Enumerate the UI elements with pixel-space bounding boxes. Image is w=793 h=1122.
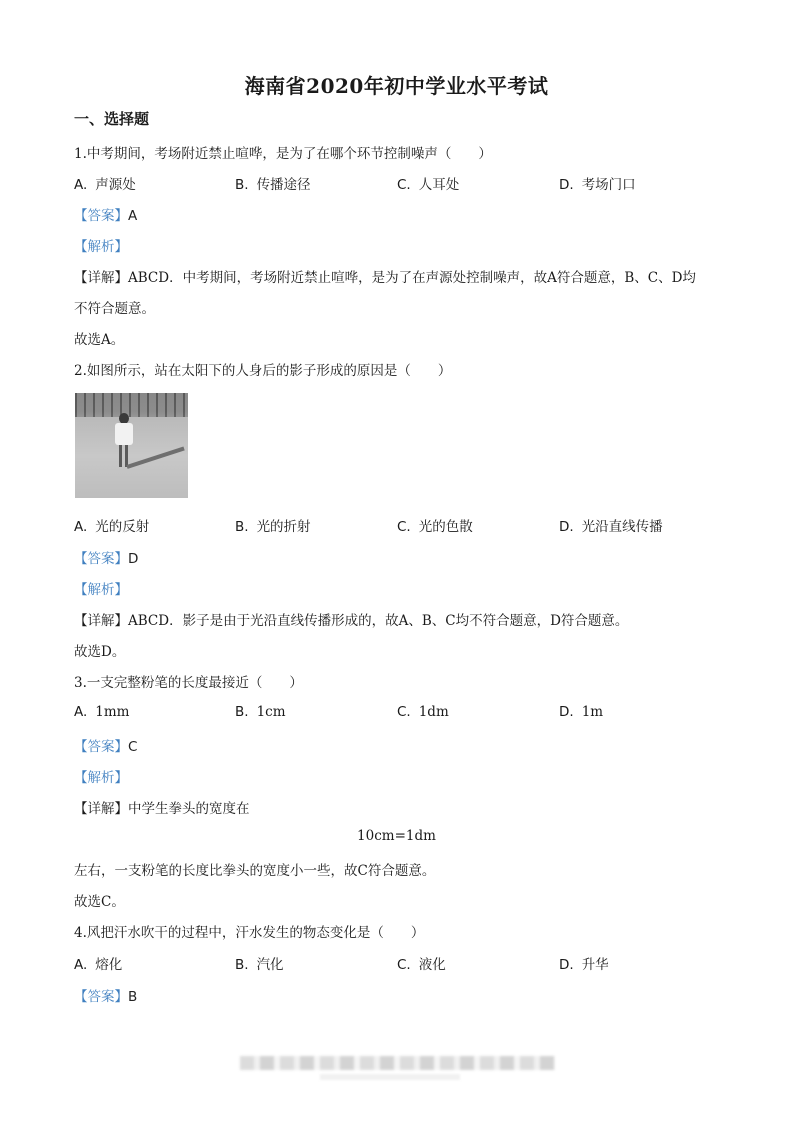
- q3-option-d[interactable]: D. 1m: [559, 704, 604, 720]
- q1-analysis: 【解析】: [74, 239, 128, 255]
- section-heading: 一、选择题: [74, 110, 150, 128]
- q3-option-b[interactable]: B. 1cm: [235, 704, 286, 720]
- q3-detail-cont: 左右，一支粉笔的长度比拳头的宽度小一些，故C符合题意。: [74, 863, 436, 879]
- q3-answer: 【答案】C: [74, 739, 138, 755]
- q4-stem: 4.风把汗水吹干的过程中，汗水发生的物态变化是（ ）: [74, 925, 425, 941]
- q4-answer: 【答案】B: [74, 989, 138, 1005]
- q1-option-b[interactable]: B. 传播途径: [235, 177, 311, 193]
- q4-option-a[interactable]: A. 熔化: [74, 957, 123, 973]
- q1-answer: 【答案】A: [74, 208, 138, 224]
- q1-detail: 【详解】ABCD．中考期间，考场附近禁止喧哗，是为了在声源处控制噪声，故A符合题意，B、C、D均: [74, 270, 696, 286]
- q2-detail: 【详解】ABCD．影子是由于光沿直线传播形成的，故A、B、C均不符合题意，D符合题意。: [74, 613, 629, 629]
- q1-option-c[interactable]: C. 人耳处: [397, 177, 460, 193]
- q2-answer: 【答案】D: [74, 551, 139, 567]
- q3-detail: 【详解】中学生拳头的宽度在: [74, 801, 250, 817]
- q2-stem: 2.如图所示，站在太阳下的人身后的影子形成的原因是（ ）: [74, 363, 452, 379]
- q1-conclusion: 故选A。: [74, 332, 125, 348]
- blurred-footer-sub: [320, 1074, 460, 1080]
- q1-detail-cont: 不符合题意。: [74, 301, 155, 317]
- q2-option-b[interactable]: B. 光的折射: [235, 519, 311, 535]
- blurred-footer: [240, 1056, 555, 1070]
- q1-option-a[interactable]: A. 声源处: [74, 177, 136, 193]
- q3-option-a[interactable]: A. 1mm: [74, 704, 130, 720]
- q3-option-c[interactable]: C. 1dm: [397, 704, 449, 720]
- q2-option-a[interactable]: A. 光的反射: [74, 519, 150, 535]
- q2-option-c[interactable]: C. 光的色散: [397, 519, 473, 535]
- q1-option-d[interactable]: D. 考场门口: [559, 177, 636, 193]
- q2-analysis: 【解析】: [74, 582, 128, 598]
- q2-conclusion: 故选D。: [74, 644, 126, 660]
- page-title: 海南省2020年初中学业水平考试: [244, 74, 549, 98]
- person-with-shadow-photo: [75, 393, 188, 498]
- q4-option-c[interactable]: C. 液化: [397, 957, 446, 973]
- q4-option-d[interactable]: D. 升华: [559, 957, 609, 973]
- q4-option-b[interactable]: B. 汽化: [235, 957, 284, 973]
- q3-analysis: 【解析】: [74, 770, 128, 786]
- q2-option-d[interactable]: D. 光沿直线传播: [559, 519, 663, 535]
- q3-conclusion: 故选C。: [74, 894, 125, 910]
- q3-stem: 3.一支完整粉笔的长度最接近（ ）: [74, 675, 303, 691]
- q3-formula: 10cm=1dm: [357, 828, 436, 844]
- q1-stem: 1.中考期间，考场附近禁止喧哗，是为了在哪个环节控制噪声（ ）: [74, 146, 492, 162]
